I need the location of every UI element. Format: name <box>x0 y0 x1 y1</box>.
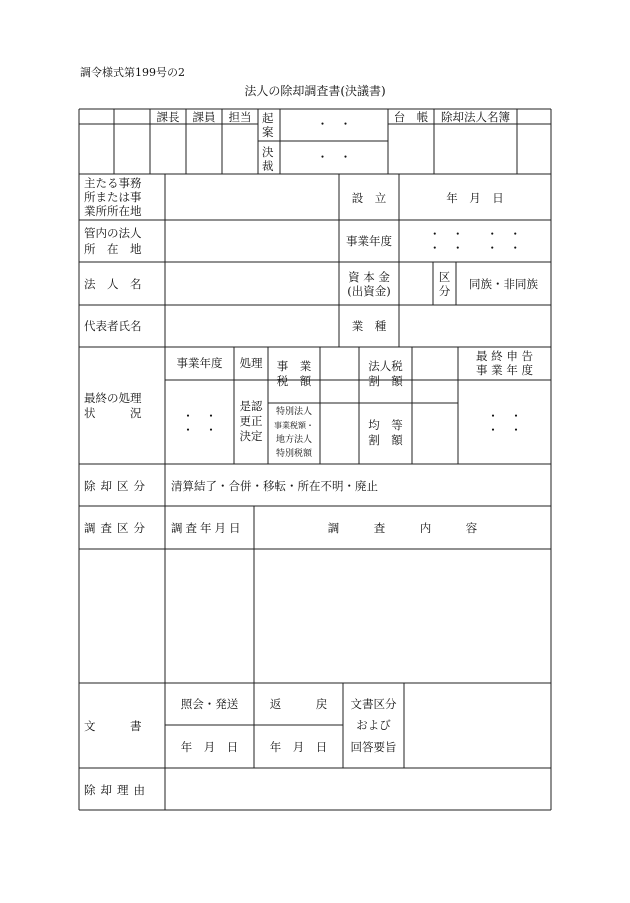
gyoshu-label: 業 種 <box>351 319 387 333</box>
hojin-zei-label-1: 法人税 <box>368 359 403 373</box>
survey-date-label: 調査年月日 <box>171 521 244 535</box>
final-status-label-1: 最終の処理 <box>84 391 142 405</box>
jokyaku-kubun-label: 除却区分 <box>84 479 150 493</box>
last-report-dots-2[interactable]: ・ ・ <box>487 423 522 437</box>
jigyo-zei-label-2: 税 額 <box>276 374 312 388</box>
kian-label: 起案 <box>262 111 274 139</box>
fiscal-end-dots[interactable]: ・ ・ ・ ・ <box>429 241 521 255</box>
last-report-label-2: 事 業 年 度 <box>476 363 533 377</box>
kessai-date[interactable]: ・ ・ <box>316 150 352 164</box>
special-label-4: 特別税額 <box>275 449 312 459</box>
special-label-1: 特別法人 <box>275 407 312 417</box>
hojin-name-field[interactable] <box>166 263 338 304</box>
final-nendo-dots-2[interactable]: ・ ・ <box>182 423 217 437</box>
shokai-date[interactable]: 年 月 日 <box>180 740 239 754</box>
form-code: 調令様式第199号の2 <box>80 66 185 79</box>
final-nendo-dots-1[interactable]: ・ ・ <box>182 409 217 423</box>
bunsho-label-2: および <box>356 718 391 732</box>
zenin-label: 是認 <box>239 399 263 413</box>
survey-content-field[interactable] <box>255 550 550 682</box>
bunsho-answer-field[interactable] <box>405 684 550 767</box>
office-label-3: 業所所在地 <box>84 204 142 218</box>
shihonkin-field[interactable] <box>400 263 432 304</box>
form-title: 法人の除却調査書(決議書) <box>244 84 386 98</box>
setsuritsu-date[interactable]: 年 月 日 <box>446 191 504 205</box>
last-report-label-1: 最 終 申 告 <box>476 349 533 363</box>
kettei-label: 決定 <box>239 429 263 443</box>
kannai-label-1: 管内の法人 <box>84 226 142 240</box>
kain-label: 課員 <box>192 110 216 124</box>
kessai-label: 決裁 <box>262 145 274 173</box>
last-report-dots-1[interactable]: ・ ・ <box>487 409 522 423</box>
shokai-label: 照会・発送 <box>180 697 239 711</box>
survey-date-field[interactable] <box>166 550 253 682</box>
bunsho-label-1: 文書区分 <box>350 697 397 711</box>
daicho-label: 台 帳 <box>393 110 429 124</box>
jigyo-zei-label-1: 事 業 <box>276 359 312 373</box>
kinto-label-1: 均 等 <box>368 418 403 432</box>
register-label: 除却法人名簿 <box>441 110 510 124</box>
shihonkin-label-1: 資 本 金 <box>348 270 390 284</box>
shori-label: 処理 <box>239 356 263 370</box>
office-label-2: 所または事 <box>84 190 142 204</box>
tanto-label: 担当 <box>228 110 252 124</box>
final-status-label-2: 状 況 <box>84 406 142 420</box>
daihyo-label: 代表者氏名 <box>84 319 142 333</box>
kannai-label-2: 所 在 地 <box>84 242 142 256</box>
daihyo-name-field[interactable] <box>166 306 338 346</box>
office-label-1: 主たる事務 <box>84 176 142 190</box>
office-address-field[interactable] <box>166 175 338 219</box>
gyoshu-field[interactable] <box>400 306 550 346</box>
kubun-label-1: 区 <box>438 270 451 284</box>
final-nendo-label: 事業年度 <box>176 356 223 370</box>
kosei-label: 更正 <box>239 414 263 428</box>
jokyaku-options[interactable]: 清算結了・合併・移転・所在不明・廃止 <box>171 479 378 493</box>
bunsho-label-3: 回答要旨 <box>350 740 397 754</box>
hojin-zei-label-2: 割 額 <box>368 374 403 388</box>
hojin-mei-label: 法 人 名 <box>84 277 142 291</box>
kinto-label-2: 割 額 <box>368 433 403 447</box>
henrei-date[interactable]: 年 月 日 <box>269 740 328 754</box>
special-label-2: 事業税額・ <box>274 421 314 430</box>
fiscal-start-dots[interactable]: ・ ・ ・ ・ <box>429 227 521 241</box>
reason-field[interactable] <box>166 769 550 809</box>
dozoku-options[interactable]: 同族・非同族 <box>469 277 538 291</box>
setsuritsu-label: 設 立 <box>351 191 387 205</box>
kubun-label-2: 分 <box>438 284 451 298</box>
jigyo-nendo-label: 事業年度 <box>346 234 392 248</box>
kannai-address-field[interactable] <box>166 221 338 261</box>
reason-label: 除却理由 <box>84 783 150 797</box>
kacho-label: 課長 <box>156 110 180 124</box>
henrei-label: 返 戻 <box>269 697 328 711</box>
survey-kubun-label: 調査区分 <box>84 521 150 535</box>
shihonkin-label-2: (出資金) <box>347 284 391 298</box>
kian-date[interactable]: ・ ・ <box>316 117 352 131</box>
survey-content-label: 調 査 内 容 <box>327 521 478 535</box>
documents-label: 文 書 <box>84 719 142 733</box>
special-label-3: 地方法人 <box>275 435 312 445</box>
